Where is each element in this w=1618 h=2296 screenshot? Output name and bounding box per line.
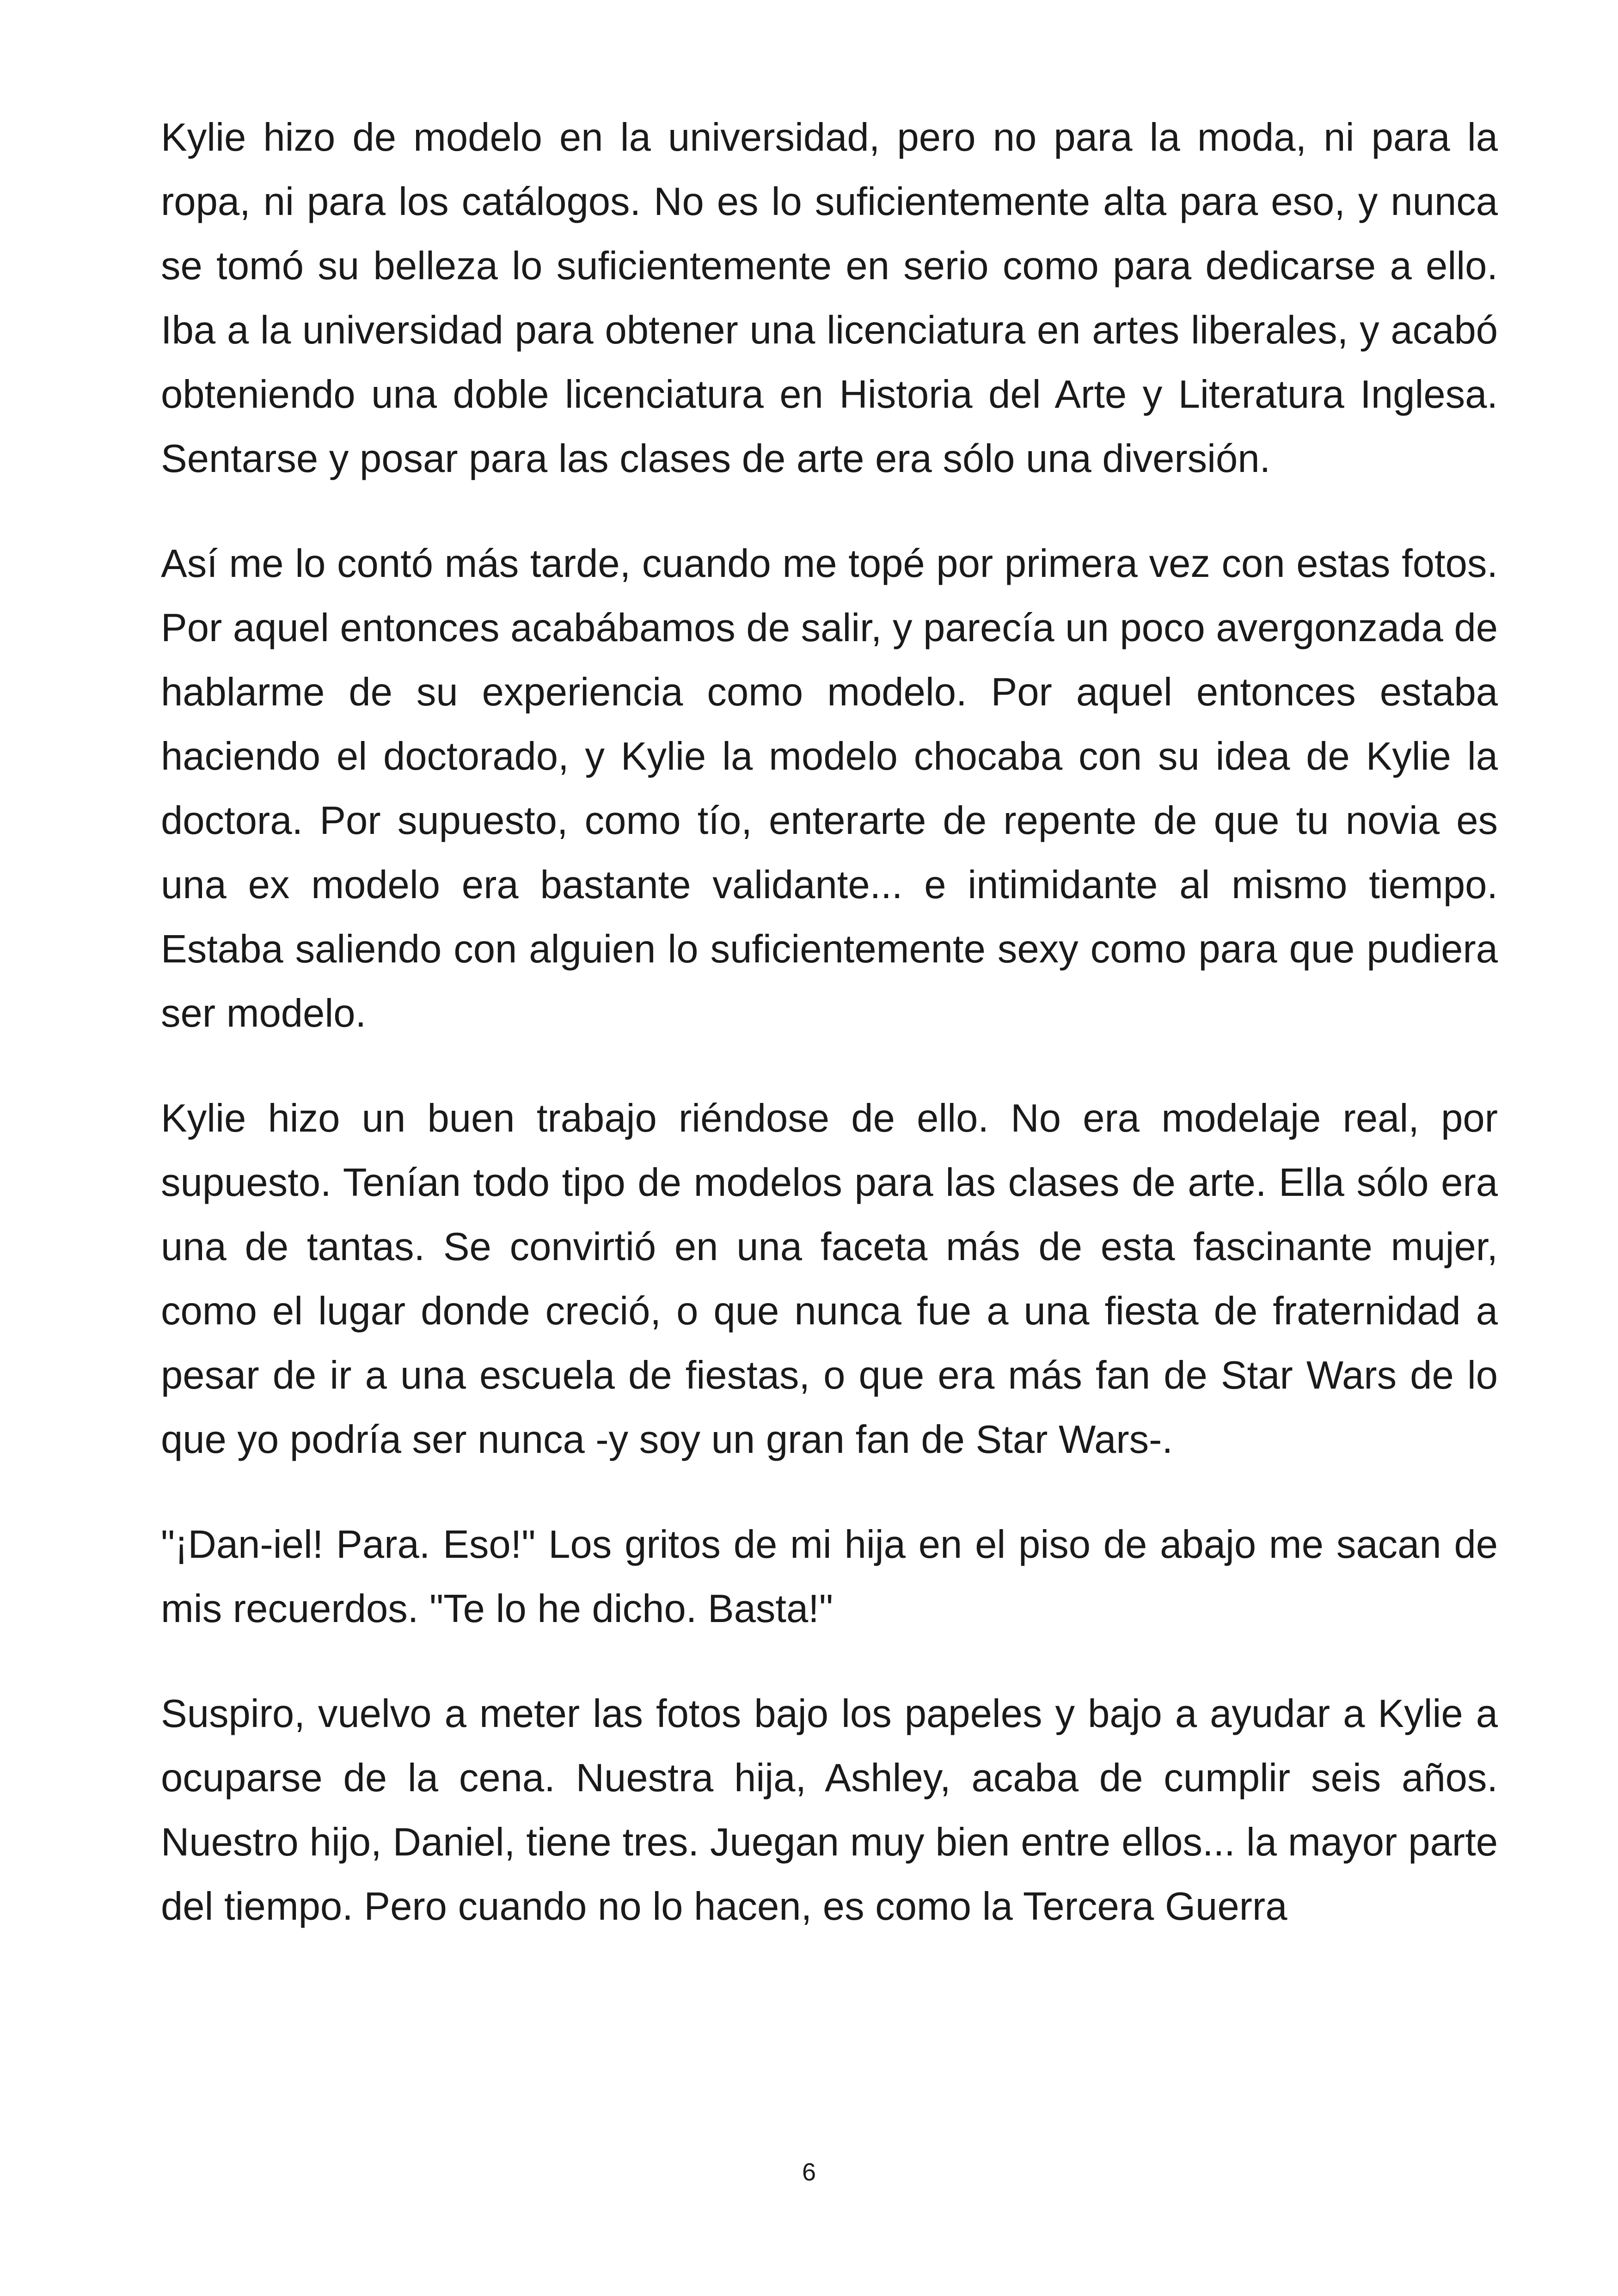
body-text: [161, 105, 1498, 1979]
paragraph-2: Así me lo contó más tarde, cuando me topé por primera vez con estas fotos. Por aquel entonces acabábamos de salir, y parecía un poco avergonzada de hablarme de su experiencia como modelo. Por aquel entonces estaba haciendo el doctorado, y Kylie la modelo chocaba con su idea de Kylie la doctora. Por supuesto, como tío, enterarte de repente de que tu novia es una ex modelo era bastante validante... e intimidante al mismo tiempo. Estaba saliendo con alguien lo suficientemente sexy como para que pudiera ser modelo.: [161, 542, 1498, 1035]
paragraph-4: "¡Dan-iel! Para. Eso!" Los gritos de mi hija en el piso de abajo me sacan de mis recuerdos. "Te lo he dicho. Basta!": [161, 1523, 1498, 1631]
paragraph-1: Kylie hizo de modelo en la universidad, pero no para la moda, ni para la ropa, ni para los catálogos. No es lo suficientemente alta para eso, y nunca se tomó su belleza lo suficientemente en serio como para dedicarse a ello. Iba a la universidad para obtener una licenciatura en artes liberales, y acabó obteniendo una doble licenciatura en Historia del Arte y Literatura Inglesa. Sentarse y posar para las clases de arte era sólo una diversión.: [161, 116, 1498, 481]
paragraph-3: Kylie hizo un buen trabajo riéndose de ello. No era modelaje real, por supuesto. Tenían todo tipo de modelos para las clases de arte. Ella sólo era una de tantas. Se convirtió en una faceta más de esta fascinante mujer, como el lugar donde creció, o que nunca fue a una fiesta de fraternidad a pesar de ir a una escuela de fiestas, o que era más fan de Star Wars de lo que yo podría ser nunca -y soy un gran fan de Star Wars-.: [161, 1096, 1498, 1462]
paragraph-5: Suspiro, vuelvo a meter las fotos bajo los papeles y bajo a ayudar a Kylie a ocuparse de la cena. Nuestra hija, Ashley, acaba de cumplir seis años. Nuestro hijo, Daniel, tiene tres. Juegan muy bien entre ellos... la mayor parte del tiempo. Pero cuando no lo hacen, es como la Tercera Guerra: [161, 1692, 1498, 1929]
page-number: 6: [802, 2158, 816, 2186]
